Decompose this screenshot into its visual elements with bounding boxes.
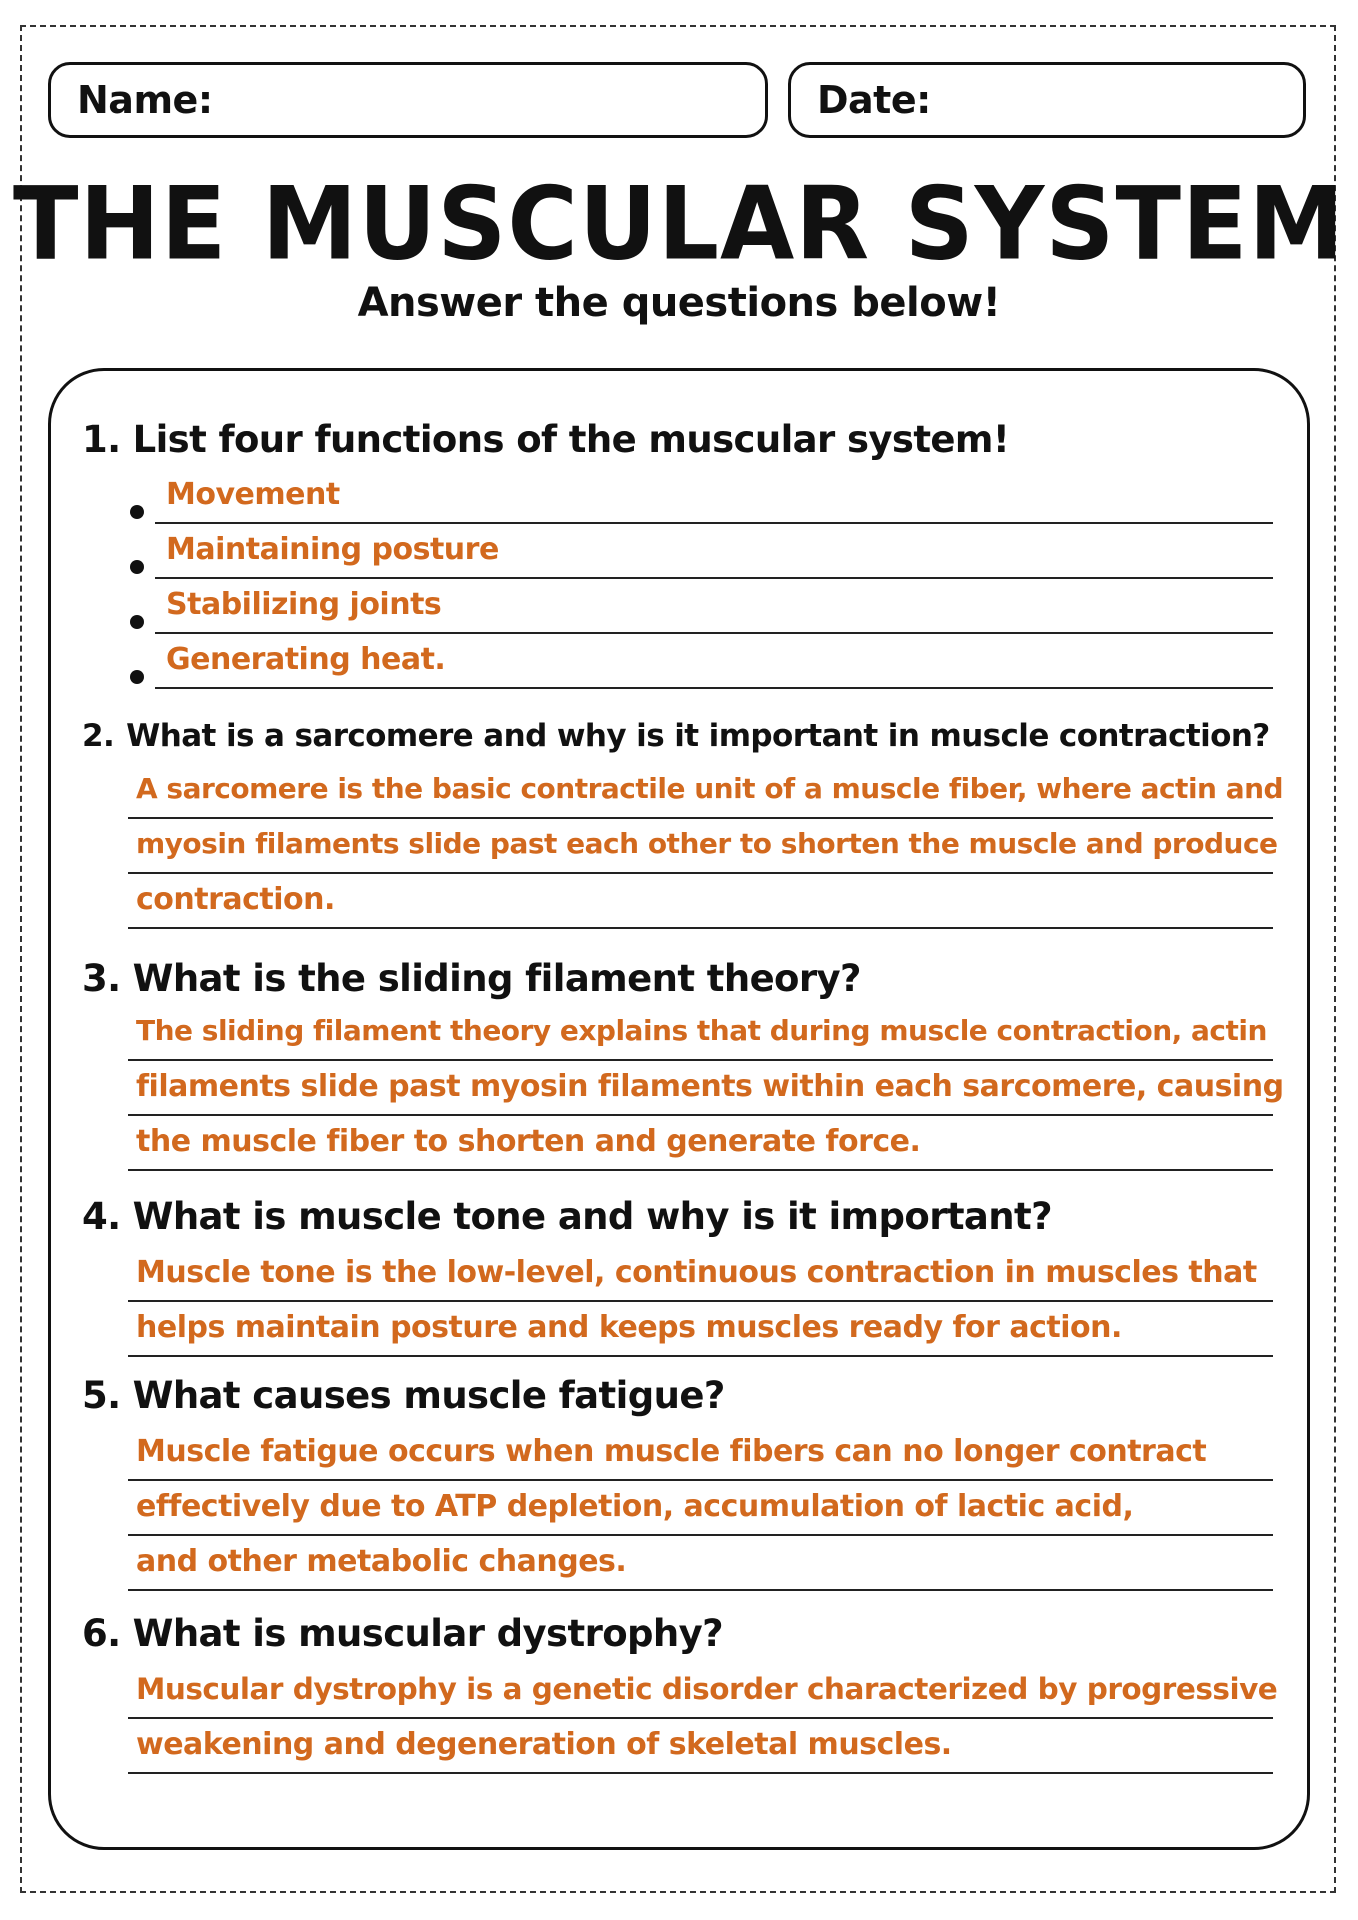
- name-label: Name:: [77, 78, 213, 122]
- answer-rule: [128, 872, 1273, 874]
- answer-line: Stabilizing joints: [166, 587, 442, 622]
- date-field[interactable]: [788, 62, 1306, 138]
- bullet-icon: [130, 560, 144, 574]
- bullet-icon: [130, 670, 144, 684]
- answer-line: filaments slide past myosin filaments within each sarcomere, causing: [136, 1069, 1284, 1104]
- question-number: 2.: [82, 718, 115, 754]
- answer-rule: [155, 687, 1273, 689]
- question-4: [82, 1195, 1052, 1238]
- answer-line: weakening and degeneration of skeletal muscles.: [136, 1727, 952, 1762]
- bullet-icon: [130, 615, 144, 629]
- answer-line: the muscle fiber to shorten and generate force.: [136, 1124, 921, 1159]
- question-number: 4.: [82, 1195, 121, 1238]
- question-text: What is muscle tone and why is it important?: [132, 1195, 1052, 1238]
- question-text: List four functions of the muscular system!: [132, 418, 1010, 461]
- answer-line: contraction.: [136, 882, 335, 917]
- answer-line: Movement: [166, 477, 340, 512]
- question-6: [82, 1612, 723, 1655]
- answer-line: and other metabolic changes.: [136, 1544, 627, 1579]
- answer-rule: [128, 927, 1273, 929]
- answer-line: myosin filaments slide past each other to shorten the muscle and produce: [136, 827, 1278, 860]
- bullet-icon: [130, 505, 144, 519]
- question-number: 1.: [82, 418, 121, 461]
- question-text: What is a sarcomere and why is it important in muscle contraction?: [126, 718, 1270, 754]
- answer-rule: [128, 1772, 1273, 1774]
- answer-rule: [128, 1355, 1273, 1357]
- name-field[interactable]: [48, 62, 768, 138]
- page-subtitle: Answer the questions below!: [357, 280, 1001, 326]
- answer-rule: [128, 1169, 1273, 1171]
- answer-line: Muscular dystrophy is a genetic disorder characterized by progressive: [136, 1672, 1278, 1706]
- question-number: 3.: [82, 957, 121, 1000]
- question-text: What is the sliding filament theory?: [132, 957, 861, 1000]
- answer-rule: [128, 1479, 1273, 1481]
- answer-line: Maintaining posture: [166, 532, 499, 567]
- answer-line: helps maintain posture and keeps muscles ready for action.: [136, 1310, 1122, 1345]
- question-number: 5.: [82, 1374, 121, 1417]
- answer-rule: [155, 577, 1273, 579]
- answer-rule: [128, 1589, 1273, 1591]
- question-number: 6.: [82, 1612, 121, 1655]
- answer-rule: [155, 522, 1273, 524]
- answer-rule: [128, 1534, 1273, 1536]
- answer-rule: [155, 632, 1273, 634]
- answer-line: The sliding filament theory explains that during muscle contraction, actin: [136, 1014, 1267, 1047]
- question-1: [82, 418, 1009, 461]
- answer-rule: [128, 1300, 1273, 1302]
- answer-line: effectively due to ATP depletion, accumulation of lactic acid,: [136, 1489, 1134, 1524]
- answer-rule: [128, 1114, 1273, 1116]
- answer-line: Muscle fatigue occurs when muscle fibers can no longer contract: [136, 1434, 1207, 1469]
- answer-rule: [128, 1059, 1273, 1061]
- answer-rule: [128, 1717, 1273, 1719]
- question-3: [82, 957, 861, 1000]
- question-text: What is muscular dystrophy?: [132, 1612, 724, 1655]
- answer-line: A sarcomere is the basic contractile unit of a muscle fiber, where actin and: [136, 772, 1284, 805]
- page-title: THE MUSCULAR SYSTEM: [12, 165, 1346, 283]
- question-5: [82, 1374, 725, 1417]
- answer-line: Generating heat.: [166, 642, 446, 677]
- question-text: What causes muscle fatigue?: [132, 1374, 725, 1417]
- question-2: [82, 718, 1270, 754]
- answer-rule: [128, 817, 1273, 819]
- date-label: Date:: [817, 78, 931, 122]
- answer-line: Muscle tone is the low-level, continuous contraction in muscles that: [136, 1255, 1257, 1290]
